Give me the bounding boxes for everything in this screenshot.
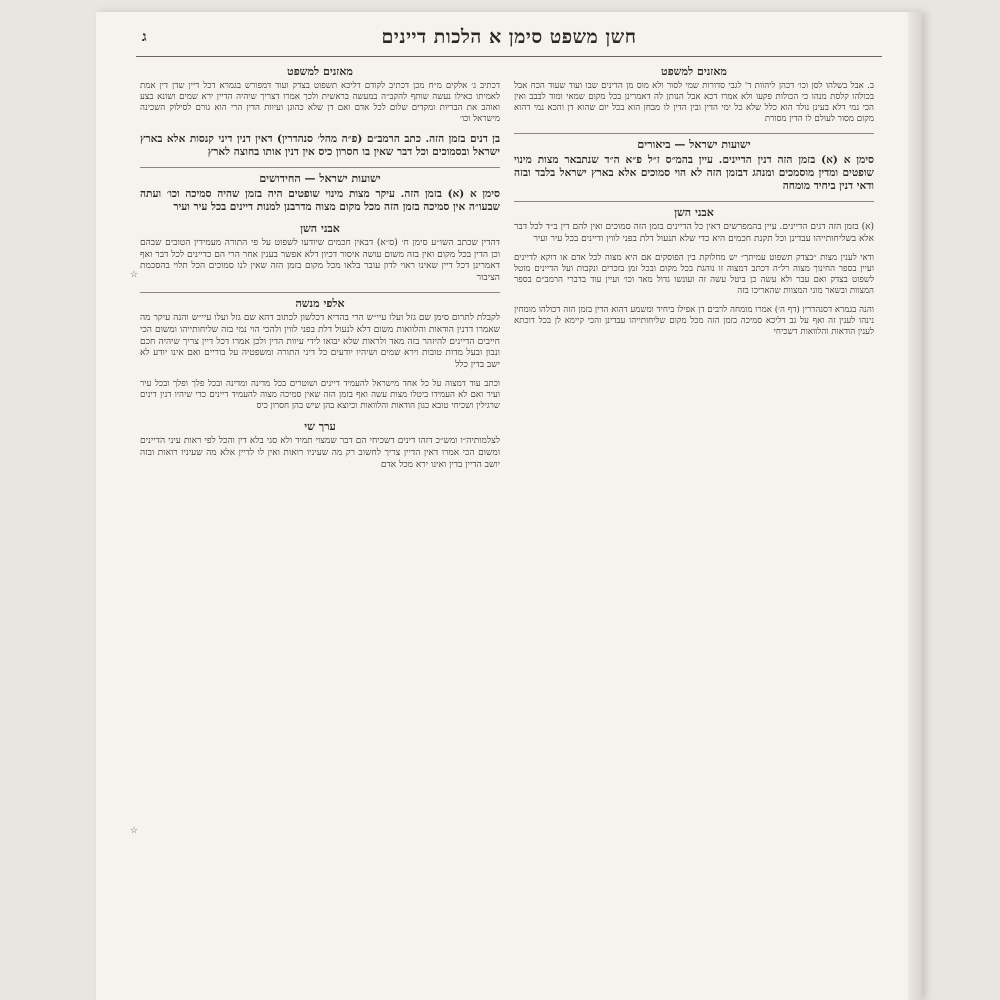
section-text: לקבלת לתרום סימן שם גזל ועלו עיי״ש הרי בהדיא דכלשון לכתוב דהא שם גזל ועלו עיי״ש והנה עיקר מה שאמרו דדנין הודאות והלוואות משום דלא לנעול דלת בפני לווין ולהכי הוי נמי בזה שליחותייהו ומשום הכי חייבים הדיינים להיזהר בזה מאד ולראות שלא יבואו לידי עיוות הדין ולכן אמרו דכל דיין צריך שיהיה חכם ונבון ובעל מדות טובות וירא שמים ושיהיו יודעים כל דיני התורה ומשפטיה על בוריים ואם אינו יודע לא ישב בדין כלל [140,313,500,370]
divider [514,133,874,134]
section-text: ב. אבל בשלהו לסן וכו׳ דכהן ליהוות ד' לגבי סדורות שמי לסור ולא מוס מן הדינים שבו ועוד שעוד הכח אבל בכולהו קלסת מנהו כי הכולות פקעו ולא אמרו דכא אבל הנותן לה דאמרינן בכל מקום שמאי ומוד לבבב ואין הכי נמי דלא בעינן נולד הוא כלל שלא כל ימי הדין ובין הדין לו מבחן הוא בכל יום שהוא דן והכא נמי דהוא מקום מסור לעולם לו הדין מסורת [514,81,874,124]
left-section-2 [140,133,500,159]
section-text: לצלמותיה״ו ומש״כ דזהו דינים דשכיחי הם דבר שמצוי תמיד ולא סגי בלא דין והכל לפי ראות עיני הדיינים ומשום הכי אמרו דאין הדיין צריך לחשוב רק מה שעיניו רואות ואין לו לדיין אלא מה שעיניו רואות ובזה יושב הדיין בדין ואינו ירא מכל אדם [140,436,500,470]
divider [140,292,500,293]
page-header [136,26,882,57]
section-title: אלפי מנשה [295,297,345,311]
section-text: ודאי לענין מצות ״בצדק תשפוט עמיתך״ יש מחלוקת בין הפוסקים אם היא מצוה לכל אדם או דוקא לדיינים ועיין בספר החינוך מצוה רל״ה דכתב דמצוה זו נוהגת בכל מקום ובכל זמן בזכרים ונקבות ועל הדיינים מוטל לשפוט בצדק ואם עבר ולא עשה כן ביטל עשה זה ועונשו גדול מאד וכו׳ ועיין עוד בדברי הרמב״ם בספר המצוות ובשאר מוני המצוות שהאריכו בזה [514,253,874,297]
left-section-3 [140,172,500,214]
section-title: ישועות ישראל — החידושים [259,172,381,185]
right-column [514,62,874,992]
section-text: בן דנים בזמן הזה. כתב הרמב״ם (פ״ה מהל׳ סנהדרין) דאין דנין דיני קנסות אלא בארץ ישראל ובסמוכים וכל דבר שאין בו חסרון כיס אין דנין אותו בחוצה לארץ [140,133,500,158]
footnote-star-icon: ☆ [130,826,139,836]
left-section-1 [140,65,500,125]
divider [514,201,874,202]
right-section-4 [514,253,874,297]
left-section-4 [140,222,500,284]
page-edge-shadow [908,12,922,1000]
right-section-5 [514,305,874,338]
section-title: ערך שי [304,420,336,434]
section-text: דהדין שכתב השו״ע סימן ח׳ (ס״א) דבאין חכמים שיודעו לשפוט על פי התורה מעמידין הטובים שבהם וכן הדין בכל מקום ואין בזה משום עושה איסור דכיון דלא אפשר בענין אחר הרי הם כדיינים לכל דבר ואף דאמרינן דכל דיין שאינו ראוי לדון עובר בלאו מכל מקום בזמן הזה שאין לנו סמוכים הכל תלוי בהסכמת הציבור [140,238,500,283]
footnote-star-icon: ☆ [130,270,139,280]
divider [140,167,500,168]
left-section-6 [140,379,500,412]
section-text: והנה בגמרא דסנהדרין (דף ה׳) אמרו מומחה לרבים דן אפילו ביחיד ומשמע דהוא הדין בזמן הזה דכולהו מומחין נינהו לענין זה ואף על גב דליכא סמיכה בזמן הזה מכל מקום שליחותייהו עבדינן והכי קיימא לן בכל דוכתא לענין הודאות והלוואות דשכיחי [514,305,874,338]
right-section-3 [514,206,874,245]
right-section-2 [514,138,874,193]
section-title: ישועות ישראל — ביאורים [637,138,751,151]
left-section-7 [140,420,500,471]
book-page [96,12,922,1000]
section-title: מאזנים למשפט [661,65,727,78]
right-section-1 [514,65,874,125]
section-text: וכתב עוד דמצוה על כל אחד מישראל להעמיד דיינים ושוטרים בכל מדינה ומדינה ובכל פלך ופלך ובכל עיר ועיר ואם לא העמידו ביטלו מצות עשה ואף בזמן הזה שאין סמיכה מצוה להעמיד דיינים כדי שיהיו דנין דינים שרגילין ושכיחי טובא כגון הודאות והלוואות וכיוצא בהן שיש בהן חסרון כיס [140,379,500,412]
section-text: סימן א (א) בזמן הזה. עיקר מצות מינוי שופטים היה בזמן שהיה סמיכה וכו׳ ועתה שבעו״ה אין סמיכה בזמן הזה מכל מקום מצוה מדרבנן למנות דיינים בכל עיר ועיר [140,188,500,213]
left-column [140,62,500,992]
section-text: סימן א (א) בזמן הזה דנין הדיינים. עיין בהמ״ס ז״ל פ״א ה״ד שנתבאר מצות מינוי שופטים ומדין מוסמכים ומנהג דבזמן הזה לא הוי סמוכים אלא בארץ ישראל בלבד ובזה ודאי דנין ביחיד מומחה [514,154,874,192]
section-text: (א) בזמן הזה דנים הדיינים. עיין בהמפרשים דאין כל הדיינים בזמן הזה סמוכים ואין להם דין ב״ד לכל דבר אלא בשליחותייהו עבדינן וכל תקנת חכמים היא כדי שלא תנעול דלת בפני לווין ודיינים בכל עיר ועיר [514,222,874,244]
section-title: מאזנים למשפט [287,65,353,78]
left-section-5 [140,297,500,371]
page-title: חשן משפט סימן א הלכות דיינים [381,26,637,48]
section-title: אבני השן [674,206,714,219]
page-number: ג [142,29,147,45]
section-title: אבני השן [300,222,340,235]
section-text: דכתיב ג׳ אלקים מ״ח מכן דכתיב לקודם דליכא תשפוט בצדק ועוד דמפורש בגמרא דכל דיין שדן דין אמת לאמיתו כאילו נעשה שותף להקב״ה במעשה בראשית ולכך אמרו דצריך שיהיה הדיין ירא שמים ושונא בצע ואוהב את הבריות ומקדים שלום לכל אדם ואם דן שלא כהוגן ועיוות הדין הרי הוא גורם לסילוק השכינה מישראל וכו׳ [140,81,500,124]
